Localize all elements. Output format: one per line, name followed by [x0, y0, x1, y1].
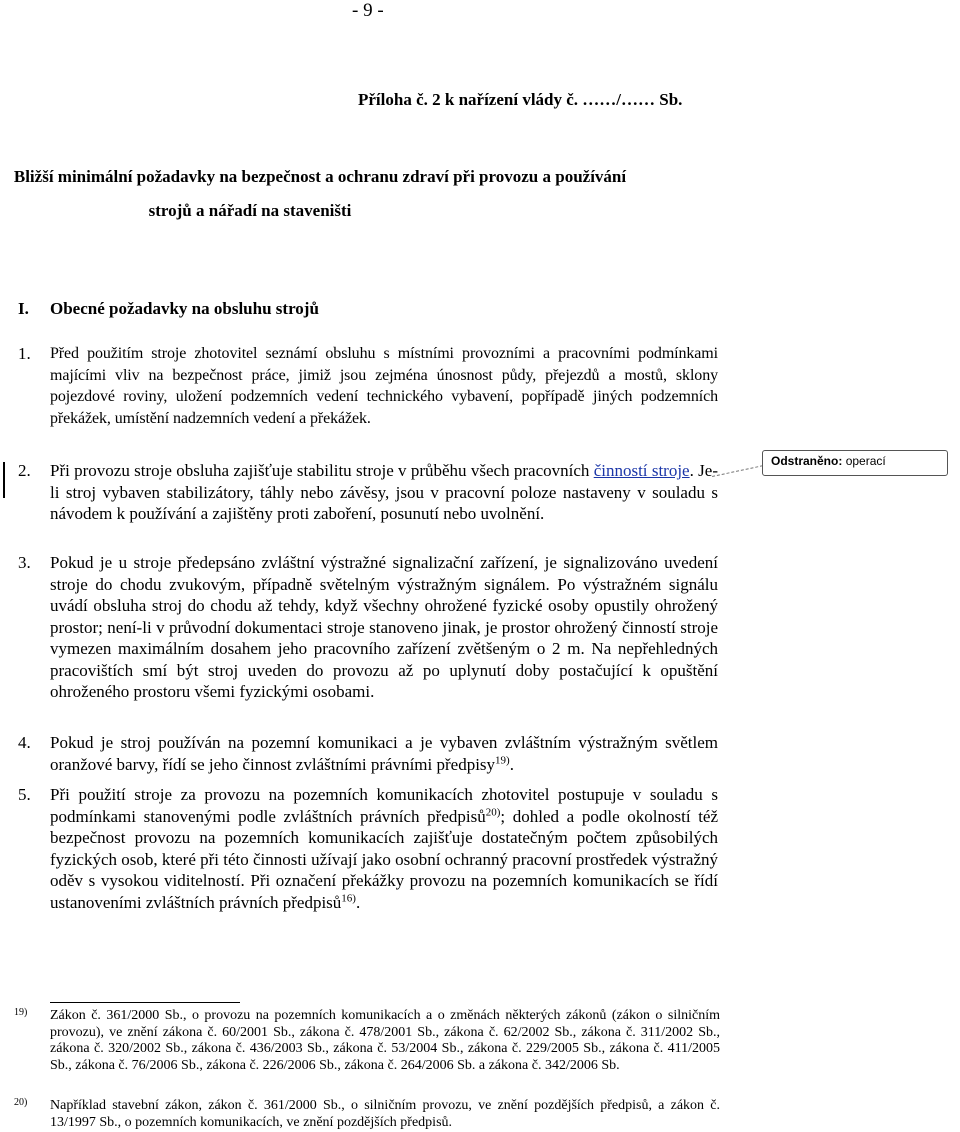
item-number: 1. [18, 344, 31, 363]
item-number: 4. [18, 733, 31, 752]
footnote-reference[interactable]: 16) [341, 891, 356, 904]
change-bar [3, 462, 5, 498]
item-number: 3. [18, 553, 31, 572]
item-text: Před použitím stroje zhotovitel seznámí obsluhu s místními provozními a pracovními podmínkami majícími vliv na bezpečnost práce, jimiž jsou zejména únosnost půdy, přejezdů a mostů, sklony pojezdové roviny, uložení podzemních vedení technického vybavení, popřípadě jiných podzemních překážek, umístění nadzemních vedení a překážek. [50, 345, 718, 427]
list-item [18, 552, 718, 703]
item-text [50, 732, 718, 775]
item-text [50, 460, 718, 525]
section-heading [18, 299, 319, 319]
list-item [18, 343, 718, 429]
comment-text: operací [845, 454, 886, 468]
comment-label: Odstraněno: [771, 454, 843, 468]
page-number: - 9 - [352, 0, 384, 21]
item-text: Pokud je u stroje předepsáno zvláštní výstražné signalizační zařízení, je signalizováno uvedení stroje do chodu zvukovým, případně světelným výstražným signálem. Po výstražném signálu uvádí obsluha stroj do chodu až tehdy, když všechny ohrožené fyzické osoby opustily ohrožený prostor; není-li v průvodní dokumentaci stroje stanoveno jinak, je prostor ohrožený činností stroje vymezen maximálním dosahem jeho pracovního zařízení zvětšeným o 2 m. Na nepřehledných pracovištích smí být stroj uveden do provozu až po uplynutí doby postačující k opuštění ohroženého prostoru všemi fyzickými osobami. [50, 553, 718, 701]
item-text-part: Při použití stroje za provozu na pozemních komunikacích zhotovitel postupuje v souladu s podmínkami stanovenými podle zvláštních právních předpisů [50, 785, 718, 826]
section-number: I. [18, 299, 29, 318]
comment-leader-line [712, 465, 763, 477]
list-item [18, 732, 718, 775]
footnote-text: Například stavební zákon, zákon č. 361/2000 Sb., o silničním provozu, ve znění pozdějších předpisů, a zákon č. 13/1997 Sb., o pozemních komunikacích, ve znění pozdějších předpisů. [50, 1098, 720, 1130]
footnote [14, 1098, 720, 1131]
list-item [18, 784, 718, 913]
footnote-text: Zákon č. 361/2000 Sb., o provozu na pozemních komunikacích a o změnách některých zákonů (zákon o silničním provozu), ve znění zákona č. 60/2001 Sb., zákona č. 478/2001 Sb., zákona č. 62/2002 Sb., zákona č. 311/2002 Sb., zákona č. 320/2002 Sb., zákona č. 436/2003 Sb., zákona č. 53/2004 Sb., zákona č. 229/2005 Sb., zákona č. 411/2005 Sb., zákona č. 76/2006 Sb., zákona č. 226/2006 Sb., zákona č. 264/2006 Sb. a zákona č. 342/2006 Sb. [50, 1008, 720, 1073]
item-number: 5. [18, 785, 31, 804]
item-text-part: Při provozu stroje obsluha zajišťuje stabilitu stroje v průběhu všech pracovních [50, 461, 594, 480]
footnote [14, 1008, 720, 1074]
item-text-part: . [355, 892, 361, 912]
footnote-reference[interactable]: 19) [495, 753, 510, 766]
item-text-part: . [509, 754, 514, 774]
footnote-separator [50, 1002, 240, 1003]
item-text-part: . Je-li stroj vybaven stabilizátory, táhly nebo závěsy, jsou v pracovní poloze nastaveny v souladu s návodem k používání a zajištěny proti zaboření, posunutí nebo uvolnění. [50, 461, 718, 523]
document-title-line-2: strojů a nářadí na staveništi [148, 201, 352, 220]
footnote-number: 19) [14, 1007, 28, 1018]
item-text-part: ; dohled a podle okolností též bezpečnost provozu na pozemních komunikacích zajišťuje dostatečným počtem způsobilých fyzických osob, které při této činnosti užívají jako osobní ochranný pracovní prostředek výstražný oděv s vysokou viditelností. Při označení překážky provozu na pozemních komunikacích se řídí ustanoveními zvláštních právních předpisů [50, 806, 719, 912]
annex-heading: Příloha č. 2 k nařízení vlády č. ……/…… Sb. [358, 90, 683, 109]
revision-comment-balloon[interactable] [762, 450, 948, 476]
list-item [18, 460, 718, 525]
item-text [50, 784, 718, 913]
document-title-line-1: Bližší minimální požadavky na bezpečnost a ochranu zdraví při provozu a používání [13, 167, 627, 186]
item-text-part: Pokud je stroj používán na pozemní komunikaci a je vybaven zvláštním výstražným světlem oranžové barvy, řídí se jeho činnost zvláštními právními předpisy [50, 733, 718, 774]
item-number: 2. [18, 461, 31, 480]
footnote-number: 20) [14, 1097, 28, 1108]
tracked-insertion[interactable]: činností stroje [593, 461, 690, 480]
footnote-reference[interactable]: 20) [485, 805, 501, 818]
section-title: Obecné požadavky na obsluhu strojů [50, 299, 319, 318]
